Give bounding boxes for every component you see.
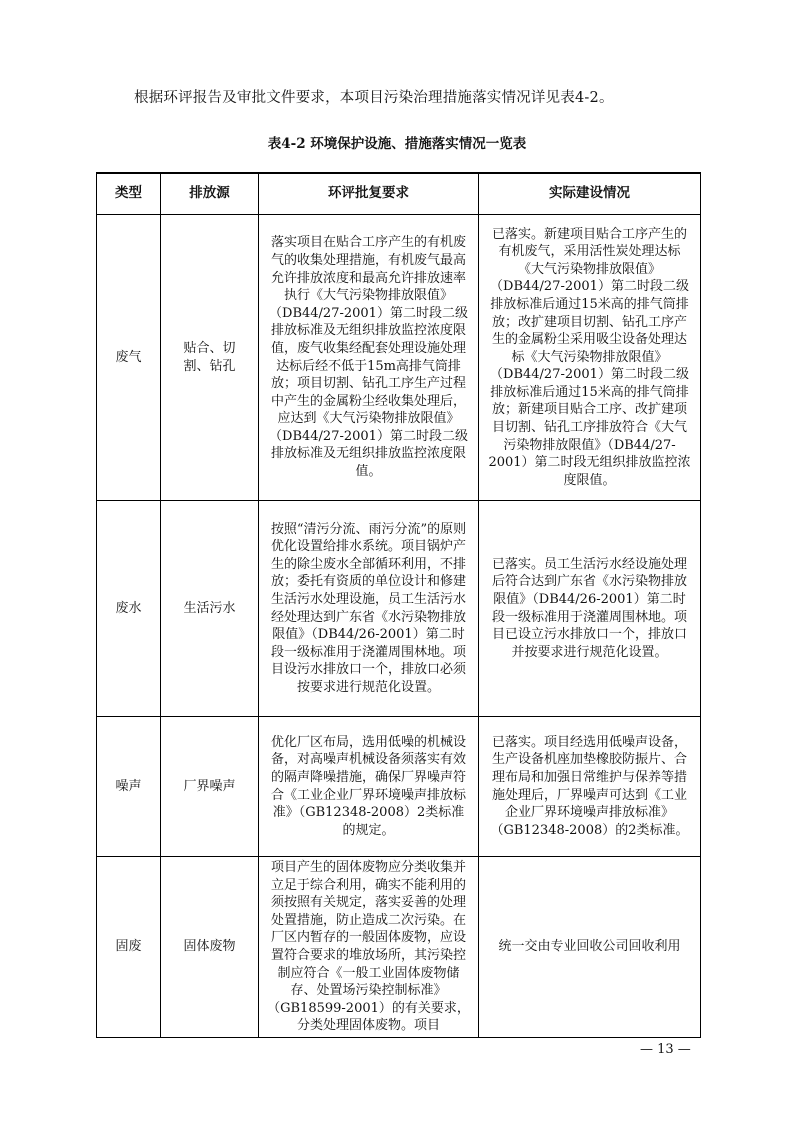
cell-actual: 已落实。员工生活污水经设施处理后符合达到广东省《水污染物排放限值》（DB44/26-2001）第二时段一级标准用于浇灌周围林地。项目已设立污水排放口一个，排放口并按要求进行规范化设置。 (479, 501, 701, 717)
cell-requirement: 项目产生的固体废物应分类收集并立足于综合利用，确实不能利用的须按照有关规定，落实妥善的处理处置措施，防止造成二次污染。在厂区内暂存的一般固体废物，应设置符合要求的堆放场所，其污染控制应符合《一般工业固体废物储存、处置场污染控制标准》（GB18599-2001）的有关要求，分类处理固体废物。项目 (259, 857, 479, 1038)
table-caption: 表4-2 环境保护设施、措施落实情况一览表 (267, 136, 527, 152)
cell-type: 废水 (97, 501, 161, 717)
table-row (97, 717, 701, 857)
page-number: — 13 — (640, 1042, 691, 1057)
intro-paragraph: 根据环评报告及审批文件要求，本项目污染治理措施落实情况详见表4-2。 (134, 90, 614, 106)
cell-requirement: 按照“清污分流、雨污分流”的原则优化设置给排水系统。项目锅炉产生的除尘废水全部循环利用，不排放；委托有资质的单位设计和修建生活污水处理设施，员工生活污水经处理达到广东省《水污染物排放限值》（DB44/26-2001）第二时段一级标准用于浇灌周围林地。项目设污水排放口一个，排放口必须按要求进行规范化设置。 (259, 501, 479, 717)
table-row (97, 501, 701, 717)
measures-table (96, 172, 701, 1038)
cell-requirement: 落实项目在贴合工序产生的有机废气的收集处理措施，有机废气最高允许排放浓度和最高允许排放速率执行《大气污染物排放限值》（DB44/27-2001）第二时段二级排放标准及无组织排放监控浓度限值，废气收集经配套处理设施处理达标后经不低于15m高排气筒排放；项目切割、钻孔工序生产过程中产生的金属粉尘经收集处理后，应达到《大气污染物排放限值》（DB44/27-2001）第二时段二级排放标准及无组织排放监控浓度限值。 (259, 215, 479, 501)
header-requirement: 环评批复要求 (259, 173, 479, 215)
table-row (97, 857, 701, 1038)
header-actual: 实际建设情况 (479, 173, 701, 215)
header-type: 类型 (97, 173, 161, 215)
table-header-row (97, 173, 701, 215)
cell-type: 固废 (97, 857, 161, 1038)
cell-source: 固体废物 (161, 857, 259, 1038)
cell-type: 噪声 (97, 717, 161, 857)
cell-actual: 已落实。项目经选用低噪声设备，生产设备机座加垫橡胶防振片、合理布局和加强日常维护与保养等措施处理后，厂界噪声可达到《工业企业厂界环境噪声排放标准》（GB12348-2008）的2类标准。 (479, 717, 701, 857)
cell-source: 厂界噪声 (161, 717, 259, 857)
cell-actual: 统一交由专业回收公司回收利用 (479, 857, 701, 1038)
cell-source: 贴合、切割、钻孔 (161, 215, 259, 501)
table-row (97, 215, 701, 501)
header-source: 排放源 (161, 173, 259, 215)
cell-type: 废气 (97, 215, 161, 501)
cell-source: 生活污水 (161, 501, 259, 717)
cell-actual: 已落实。新建项目贴合工序产生的有机废气，采用活性炭处理达标《大气污染物排放限值》（DB44/27-2001）第二时段二级排放标准后通过15米高的排气筒排放；改扩建项目切割、钻孔工序产生的金属粉尘采用吸尘设备处理达标《大气污染物排放限值》（DB44/27-2001）第二时段二级排放标准后通过15米高的排气筒排放；新建项目贴合工序、改扩建项目切割、钻孔工序排放符合《大气污染物排放限值》（DB44/27-2001）第二时段无组织排放监控浓度限值。 (479, 215, 701, 501)
cell-requirement: 优化厂区布局，选用低噪的机械设备，对高噪声机械设备须落实有效的隔声降噪措施，确保厂界噪声符合《工业企业厂界环境噪声排放标准》（GB12348-2008）2类标准的规定。 (259, 717, 479, 857)
